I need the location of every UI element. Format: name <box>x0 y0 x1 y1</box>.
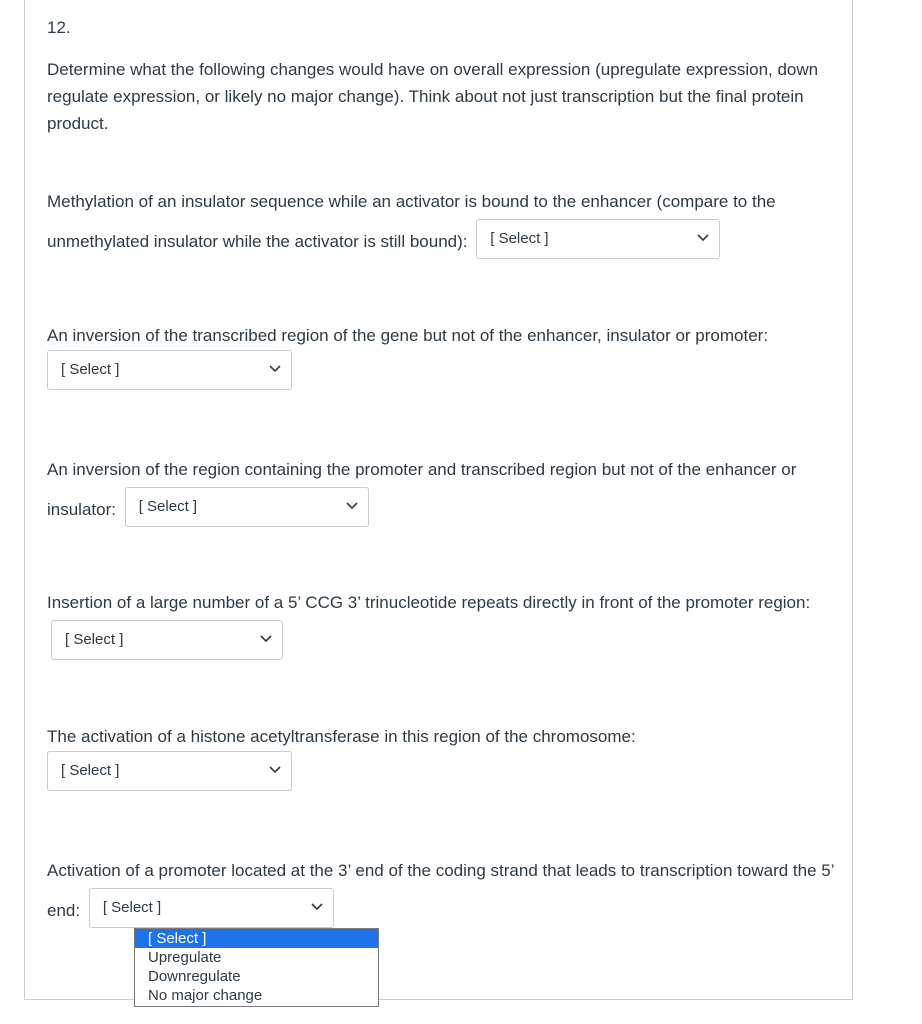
item-6-select[interactable] <box>89 888 334 928</box>
item-5 <box>47 717 837 791</box>
item-3-text: An inversion of the region containing the promoter and transcribed region but not of the enhancer or insulator: <box>47 460 797 519</box>
question-number: 12. <box>47 18 71 37</box>
dropdown-option-downregulate[interactable]: Downregulate <box>148 968 241 985</box>
item-1-text: Methylation of an insulator sequence while an activator is bound to the enhancer (compare to the unmethylated insulator while the activator is still bound): <box>47 192 776 251</box>
item-6 <box>47 851 837 932</box>
select-value: [ Select ] <box>61 361 120 378</box>
item-2-text: An inversion of the transcribed region of the gene but not of the enhancer, insulator or promoter: <box>47 326 769 345</box>
chevron-down-icon <box>346 502 358 510</box>
chevron-down-icon <box>697 234 709 242</box>
chevron-down-icon <box>311 903 323 911</box>
item-4-text: Insertion of a large number of a 5’ CCG 3’ trinucleotide repeats directly in front of the promoter region: <box>47 593 811 612</box>
item-4 <box>47 583 837 664</box>
dropdown-option-upregulate[interactable]: Upregulate <box>148 949 222 966</box>
item-5-select[interactable] <box>47 751 292 791</box>
item-3 <box>47 450 837 531</box>
select-value: [ Select ] <box>61 762 120 779</box>
item-2-select[interactable] <box>47 350 292 390</box>
chevron-down-icon <box>269 365 281 373</box>
item-6-text: Activation of a promoter located at the 3’ end of the coding strand that leads to transcription toward the 5’ end: <box>47 861 834 920</box>
select-value: [ Select ] <box>490 229 549 247</box>
dropdown-option-no-major-change[interactable]: No major change <box>148 987 263 1004</box>
select-value: [ Select ] <box>65 630 124 648</box>
question-intro: Determine what the following changes would have on overall expression (upregulate expression, down regulate expression, or likely no major change). Think about not just transcription but the final protein product. <box>47 60 819 133</box>
select-value: [ Select ] <box>102 898 162 916</box>
item-4-select[interactable] <box>51 620 283 660</box>
item-2 <box>47 316 837 390</box>
chevron-down-icon <box>260 635 272 643</box>
item-1-select[interactable] <box>476 219 720 259</box>
item-1 <box>47 182 837 263</box>
item-3-select[interactable] <box>125 487 369 527</box>
chevron-down-icon <box>269 766 281 774</box>
dropdown-option-select[interactable]: [ Select ] <box>135 929 378 948</box>
select-value: [ Select ] <box>138 497 198 515</box>
item-5-text: The activation of a histone acetyltransferase in this region of the chromosome: <box>47 727 636 746</box>
item-6-dropdown-list <box>134 928 379 1007</box>
